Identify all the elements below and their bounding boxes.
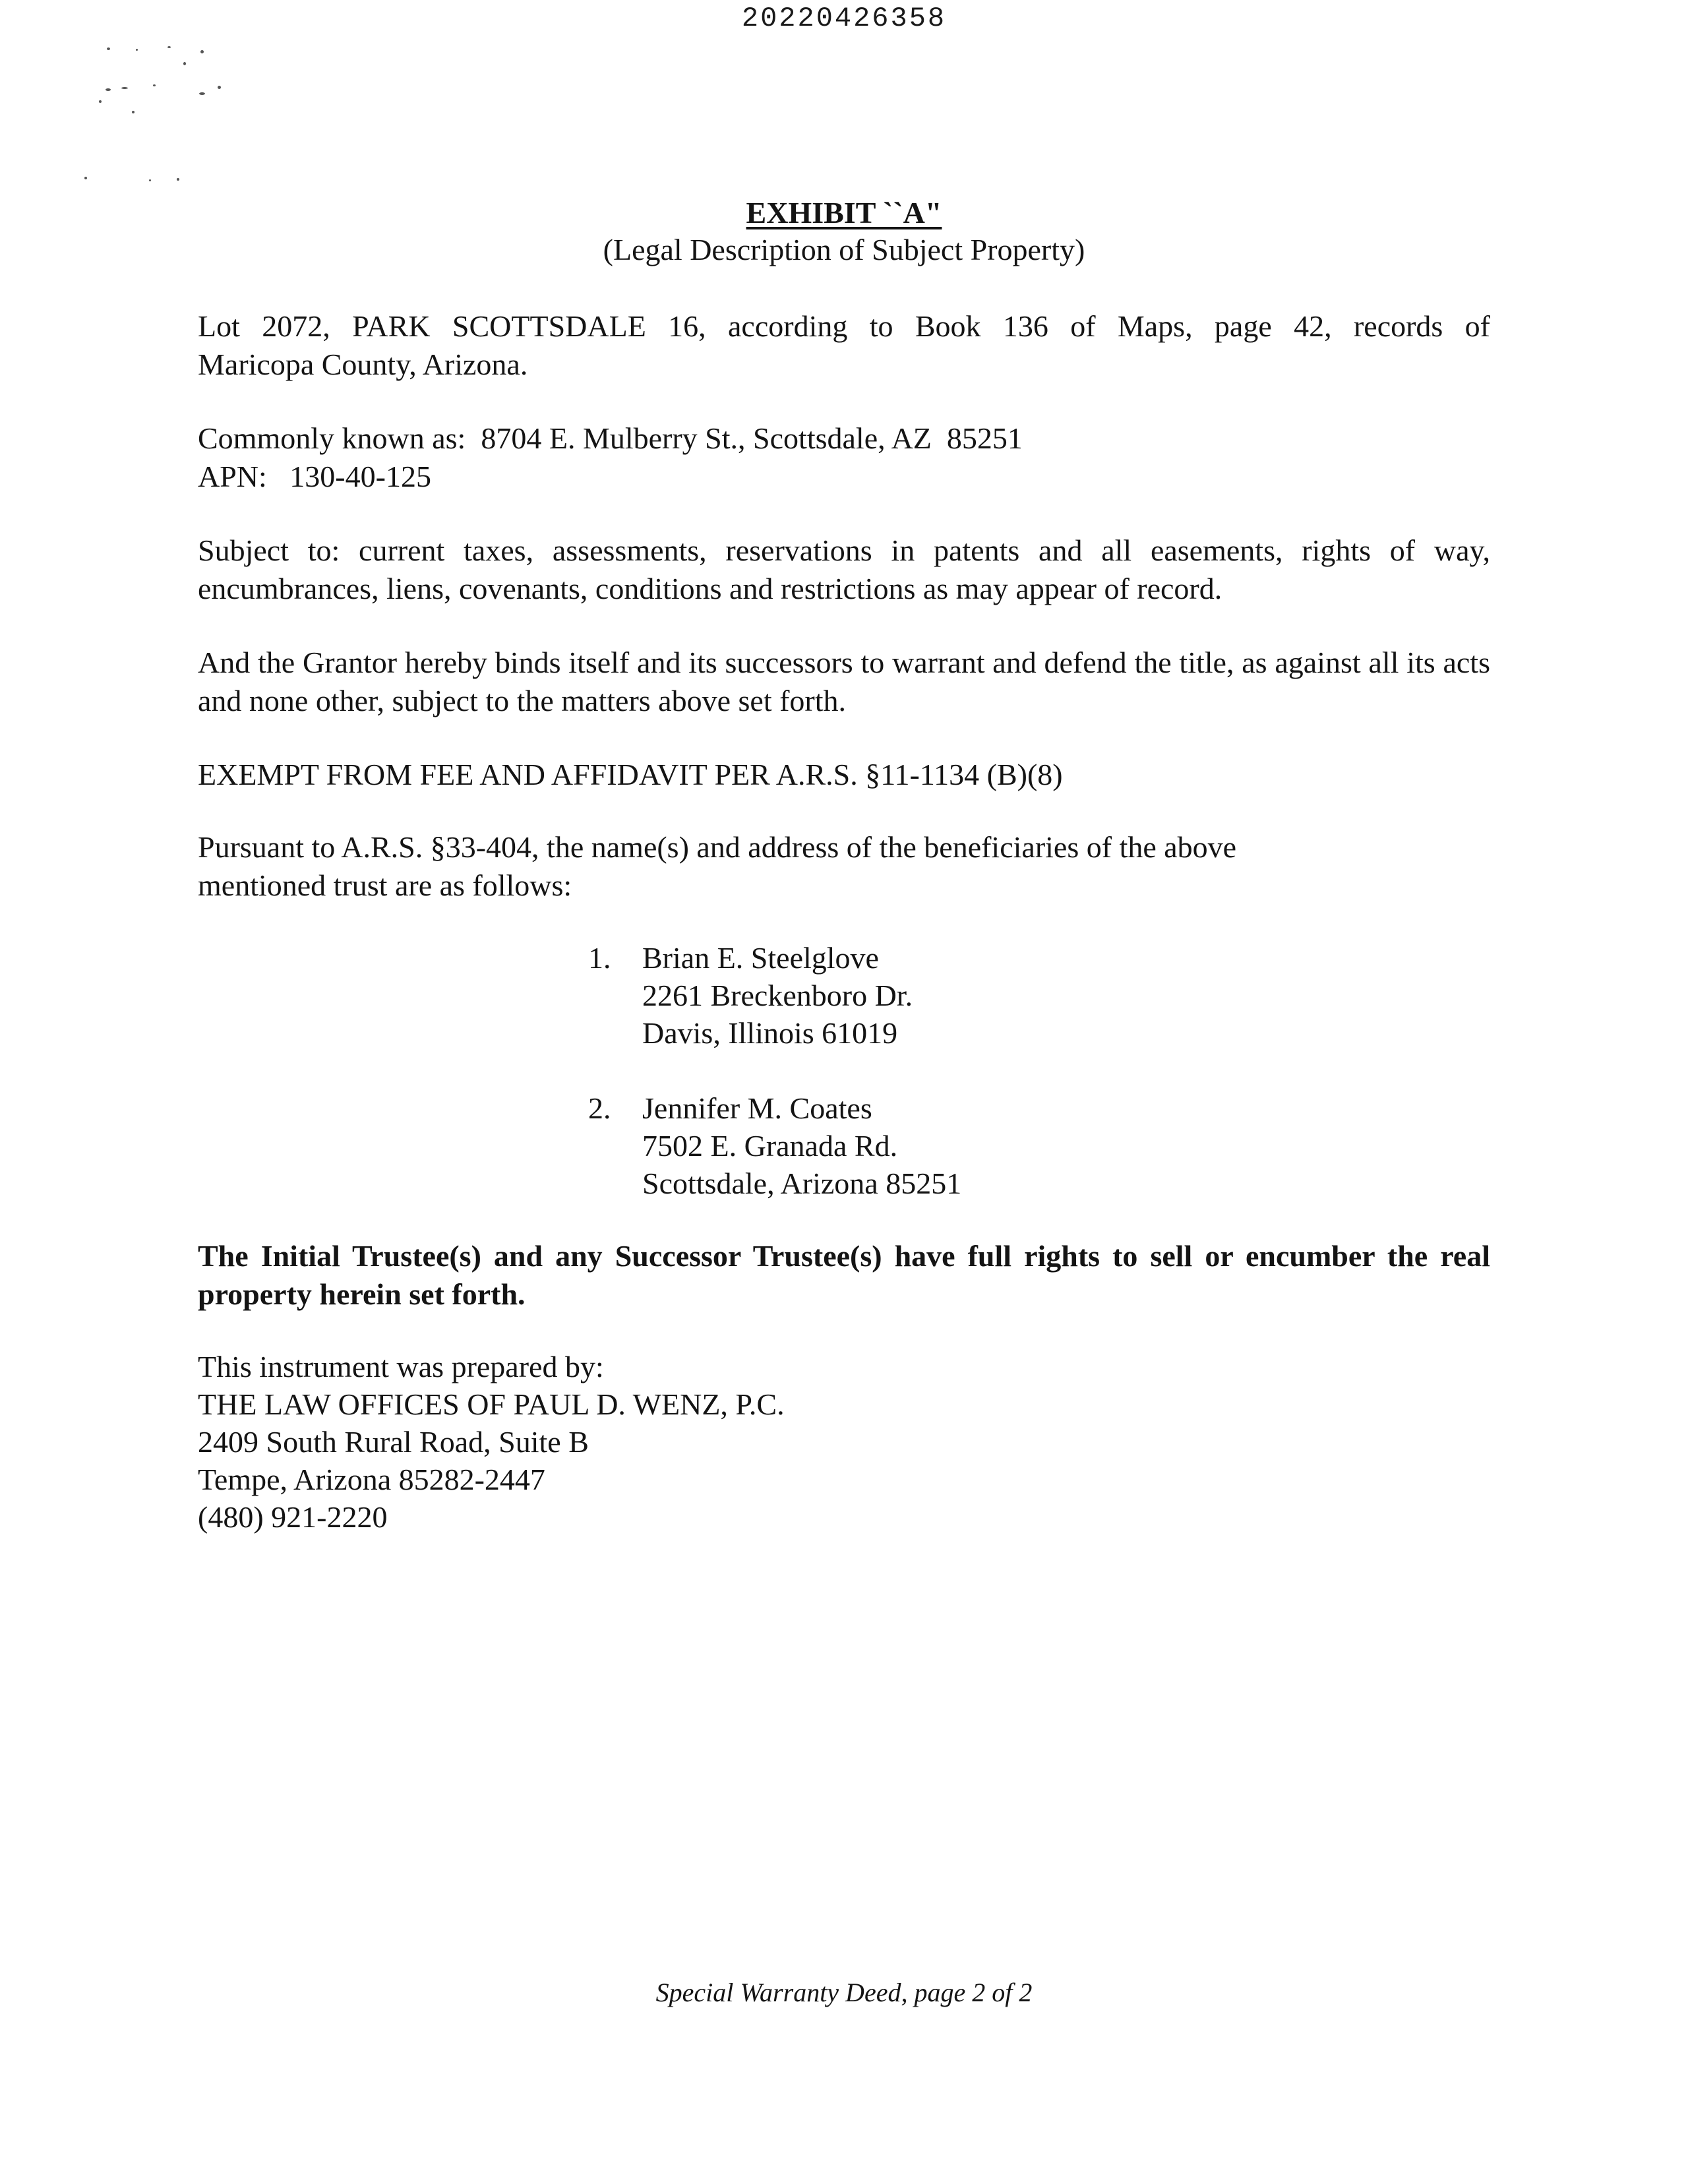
pursuant-line-1: Pursuant to A.R.S. §33-404, the name(s) and address of the beneficiaries of the above [198, 830, 1237, 864]
apn: APN: 130-40-125 [198, 460, 431, 493]
exhibit-subtitle: (Legal Description of Subject Property) [603, 233, 1085, 266]
preparer-phone: (480) 921-2220 [198, 1500, 388, 1534]
recording-number: 20220426358 [741, 3, 947, 34]
subject-to-paragraph: Subject to: current taxes, assessments, reservations in patents and all easements, rights of way, encumbrances, liens, covenants, conditions and restrictions as may appear of record. [198, 533, 1490, 605]
trustee-notice: The Initial Trustee(s) and any Successor Trustee(s) have full rights to sell or encumber the real property herein set forth. [198, 1239, 1490, 1311]
beneficiary-name: Brian E. Steelglove [642, 941, 879, 975]
page-footer: Special Warranty Deed, page 2 of 2 [655, 1978, 1033, 2007]
preparer-block [198, 1348, 1490, 1536]
exhibit-title: EXHIBIT ``A" [746, 196, 942, 229]
beneficiary-city: Davis, Illinois 61019 [642, 1016, 898, 1050]
commonly-known-as: Commonly known as: 8704 E. Mulberry St., Scottsdale, AZ 85251 [198, 421, 1023, 455]
beneficiary-number: 2. [588, 1091, 611, 1125]
beneficiary-street: 2261 Breckenboro Dr. [642, 979, 913, 1012]
preparer-city: Tempe, Arizona 85282-2447 [198, 1463, 545, 1496]
warranty-paragraph: And the Grantor hereby binds itself and its successors to warrant and defend the title, as against all its acts and none other, subject to the matters above set forth. [198, 646, 1490, 717]
preparer-label: This instrument was prepared by: [198, 1350, 604, 1383]
beneficiary-name: Jennifer M. Coates [642, 1091, 872, 1125]
legal-description-line-2: Maricopa County, Arizona. [198, 348, 528, 381]
beneficiary-number: 1. [588, 941, 611, 975]
pursuant-line-2: mentioned trust are as follows: [198, 868, 572, 902]
legal-description-line-1: Lot 2072, PARK SCOTTSDALE 16, according to Book 136 of Maps, page 42, records of [198, 309, 1490, 343]
preparer-street: 2409 South Rural Road, Suite B [198, 1425, 589, 1459]
exempt-statement: EXEMPT FROM FEE AND AFFIDAVIT PER A.R.S. §11-1134 (B)(8) [198, 758, 1063, 791]
beneficiary-city: Scottsdale, Arizona 85251 [642, 1167, 962, 1200]
preparer-firm: THE LAW OFFICES OF PAUL D. WENZ, P.C. [198, 1387, 785, 1421]
beneficiary-street: 7502 E. Granada Rd. [642, 1129, 898, 1163]
